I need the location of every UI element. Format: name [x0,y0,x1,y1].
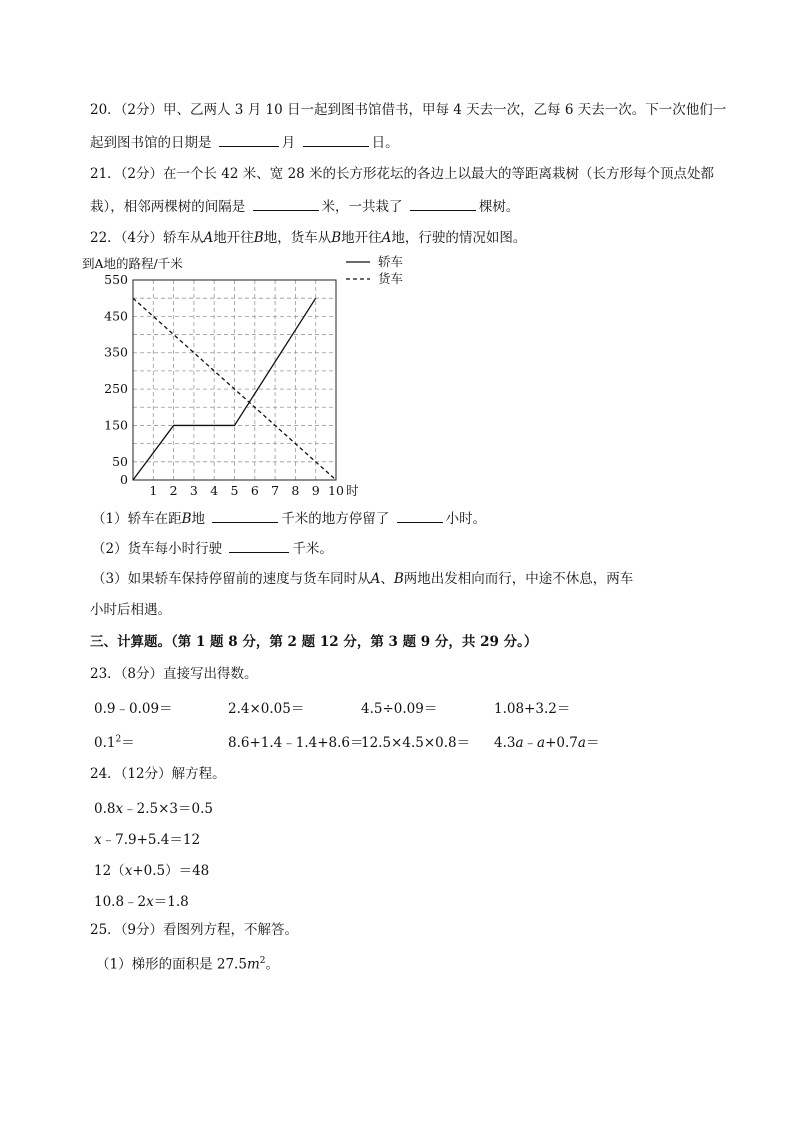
q22-sub2 [92,538,333,559]
q24-eq-1-a: 0.8 [94,801,116,817]
q25-sub1-a: （1）梯形的面积是 27.5 [96,956,247,973]
distance-time-chart [80,250,420,502]
q20-line1: 20．（2分）甲、乙两人 3 月 10 日一起到图书馆借书，甲每 4 天去一次，乙每 6 天去一次。下一次他们一 [90,102,727,118]
q21-line2 [90,196,519,217]
q20-day-blank[interactable] [303,132,369,147]
y-tick-label: 450 [104,308,128,324]
q21-line1: 21．（2分）在一个长 42 米、宽 28 米的长方形花坛的各边上以最大的等距离栽树（长方形每个顶点处都 [90,166,715,182]
q22-sub3-c: 两地出发相向而行，中途不休息，两车 [403,571,634,587]
x-tick-label: 4 [210,483,219,498]
q24-eq-4 [94,890,189,910]
q23-item-8-v2: a [537,735,546,751]
q22-sub1-b: 地 [191,511,206,527]
q22-sub1 [92,508,486,529]
q23-item-8-p1: 4.3 [494,735,516,751]
x-tick-label: 6 [250,483,259,498]
q23-item-5 [94,731,135,751]
q25-sub1 [96,951,279,975]
q20-text-c: 日。 [371,135,399,151]
q22-stem [90,228,526,248]
q22-sub1-d: 小时。 [445,511,487,527]
q25-stem: 25．（9分）看图列方程，不解答。 [90,922,299,938]
legend-label: 货车 [378,271,404,286]
q23-item-4: 1.08+3.2＝ [494,701,571,717]
q22-stem-e: 地，行驶的情况如图。 [391,230,527,246]
q22-sub3-b: 、 [380,571,394,587]
q22-var-b: B [253,230,264,246]
q22-sub2-speed-blank[interactable] [229,538,289,553]
q23-item-8-p3: +0.7 [545,735,578,751]
x-tick-label: 1 [149,483,158,498]
q24-eq-3 [94,859,209,879]
y-tick-label: 250 [104,381,128,397]
chart-x-axis-label: 时 [346,483,359,498]
q22-var-b2: B [331,230,342,246]
q22-sub3-var-a: A [370,571,381,587]
q22-sub1-hours-blank[interactable] [397,508,443,523]
y-tick-label: 350 [104,344,128,360]
q24-eq-2-var: x [94,832,102,848]
q24-eq-3-a: 12（ [94,863,125,879]
q23-item-8-v1: a [515,735,524,751]
q21-text-b: 米，一共栽了 [321,199,403,215]
q23-item-5-exp: 2 [115,734,122,745]
q21-interval-blank[interactable] [253,196,319,211]
q24-eq-4-b: ＝1.8 [153,894,189,910]
q24-eq-2-b: ﹣7.9+5.4＝12 [101,832,201,848]
q22-sub1-a: （1）轿车在距 [92,511,182,527]
chart-ticks [104,272,344,498]
q20-text-a: 起到图书馆的日期是 [90,135,212,151]
x-tick-label: 3 [189,483,198,498]
q21-count-blank[interactable] [410,196,476,211]
q23-item-7: 12.5×4.5×0.8＝ [361,735,471,751]
q23-item-8-p2: ﹣ [523,735,538,751]
x-tick-label: 7 [271,483,280,498]
q25-sub1-var: m [246,956,260,973]
q22-var-a2: A [381,230,392,246]
q23-item-1: 0.9﹣0.09＝ [94,701,173,717]
q22-sub3-line2: 小时后相遇。 [90,602,171,618]
q22-sub2-a: （2）货车每小时行驶 [92,541,223,557]
q25-sub1-b: 。 [265,956,279,973]
x-tick-label: 2 [169,483,178,498]
x-tick-label: 5 [230,483,239,498]
q23-item-2: 2.4×0.05＝ [228,701,305,717]
q22-sub1-distance-blank[interactable] [212,508,278,523]
q23-item-8-v3: a [577,735,586,751]
q22-sub2-b: 千米。 [292,541,333,557]
q22-stem-b: 地开往 [213,230,254,246]
y-tick-label: 50 [112,453,128,469]
q22-var-a: A [203,230,214,246]
q23-stem: 23．（8分）直接写出得数。 [90,666,258,682]
q23-item-5-base: 0.1 [94,735,116,751]
q24-eq-1 [94,797,213,817]
y-tick-label: 150 [104,417,128,433]
q24-eq-3-var: x [124,863,133,879]
chart-legend [346,254,404,286]
q24-eq-4-a: 10.8﹣2 [94,894,147,910]
y-tick-label: 550 [104,272,128,287]
q22-sub3-line1 [92,569,633,589]
q20-line2 [90,132,399,153]
chart-y-axis-label: 到A地的路程/千米 [82,256,183,271]
q22-sub1-c: 千米的地方停留了 [281,511,390,527]
q24-eq-4-var: x [146,894,154,910]
q22-stem-c: 地，货车从 [263,230,332,246]
q23-item-3: 4.5÷0.09＝ [361,701,438,717]
q22-stem-d: 地开往 [341,230,382,246]
q25-sub1-exp: 2 [259,956,266,966]
q24-eq-1-b: ﹣2.5×3＝0.5 [123,801,213,817]
legend-label: 轿车 [378,254,404,269]
x-tick-label: 10 [328,483,344,498]
q23-item-5-eq: ＝ [121,735,135,751]
section3-title: 三、计算题。（第 1 题 8 分，第 2 题 12 分，第 3 题 9 分，共 29 分。） [90,634,538,650]
q22-sub1-var-b: B [181,511,192,527]
chart-grid [133,280,336,480]
q24-eq-2 [94,828,200,848]
q20-text-b: 月 [281,135,296,151]
q21-text-c: 棵树。 [478,199,520,215]
q22-sub3-a: （3）如果轿车保持停留前的速度与货车同时从 [92,571,371,587]
x-tick-label: 8 [291,483,300,498]
q24-eq-1-var: x [115,801,124,817]
q24-eq-3-b: +0.5）＝48 [132,863,210,879]
q23-item-6: 8.6+1.4﹣1.4+8.6＝ [228,735,364,751]
q22-stem-a: 22．（4分）轿车从 [90,230,204,246]
q24-stem: 24．（12分）解方程。 [90,766,226,782]
q23-item-8 [494,731,599,751]
q20-month-blank[interactable] [219,132,279,147]
y-tick-label: 0 [120,472,128,487]
q21-text-a: 栽），相邻两棵树的间隔是 [90,199,246,215]
q22-sub3-var-b: B [393,571,404,587]
q23-item-8-p4: ＝ [585,735,600,751]
x-tick-label: 9 [311,483,320,498]
